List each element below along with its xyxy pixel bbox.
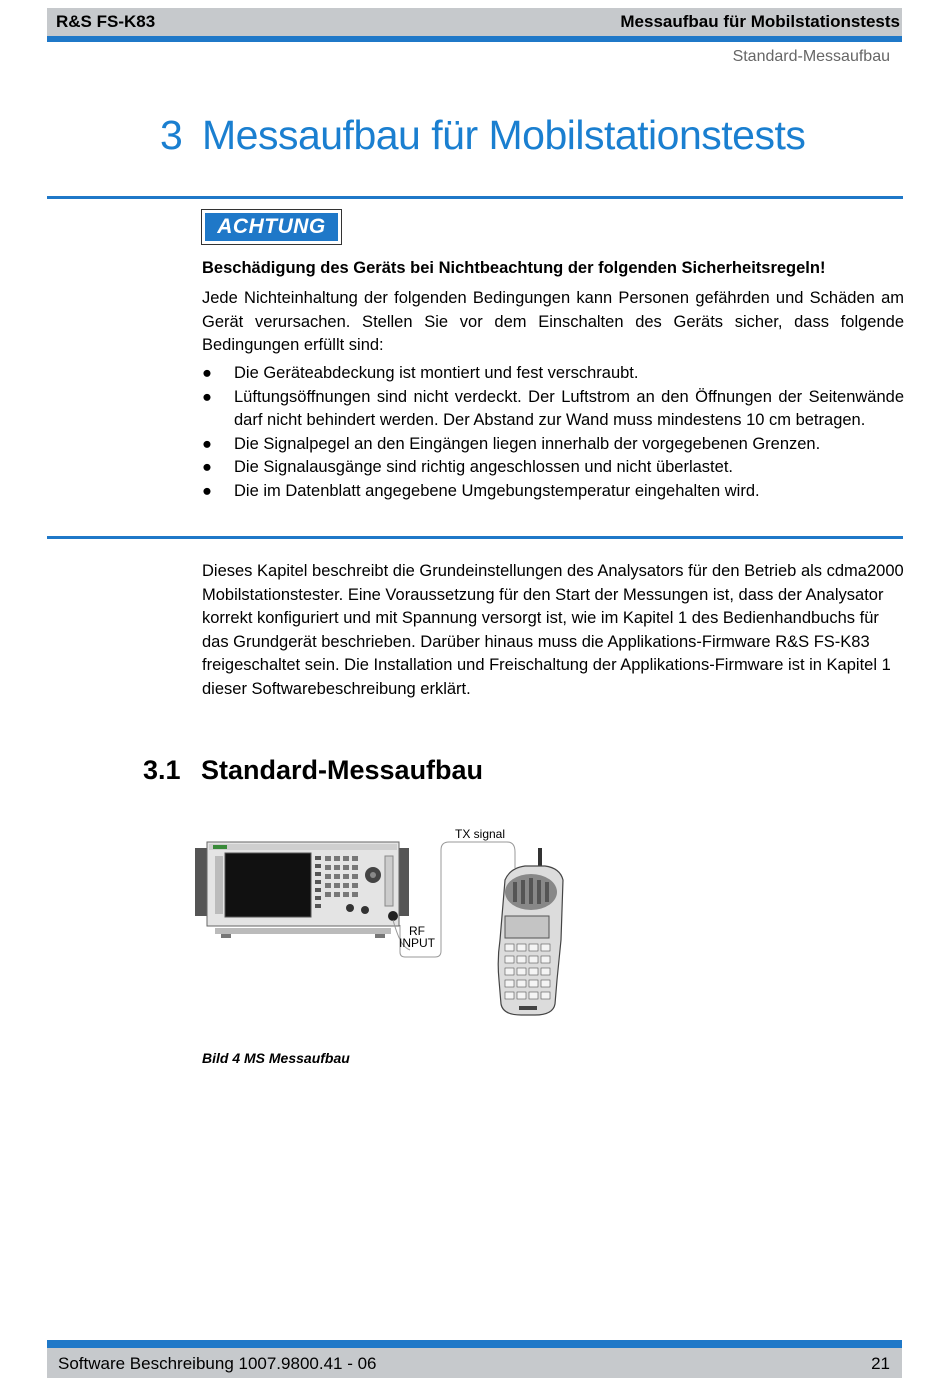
warning-list — [202, 362, 904, 503]
header-chapter-title: Messaufbau für Mobilstationstests — [620, 12, 900, 31]
list-item: ● Die im Datenblatt angegebene Umgebungstemperatur eingehalten wird. — [202, 480, 904, 504]
bullet-icon: ● — [202, 387, 212, 406]
header-rule — [47, 36, 902, 42]
setup-figure — [195, 820, 575, 1025]
tx-signal-label: TX signal — [455, 827, 506, 841]
warning-intro: Jede Nichteinhaltung der folgenden Bedingungen kann Personen gefährden und Schäden am Gerät verursachen. Stellen Sie vor dem Einschalten des Geräts sicher, dass folgende Bedingungen erfüllt sind: — [202, 289, 904, 354]
header-subtitle: Standard-Messaufbau — [732, 48, 890, 65]
list-item: ● Die Signalausgänge sind richtig angeschlossen und nicht überlastet. — [202, 456, 904, 480]
bullet-icon: ● — [202, 364, 212, 382]
warning-label: ACHTUNG — [205, 213, 338, 241]
list-item: ● Die Signalpegel an den Eingängen liegen innerhalb der vorgegebenen Grenzen. — [202, 433, 904, 457]
section-number: 3.1 — [143, 755, 181, 785]
footer-rule — [47, 1340, 902, 1348]
section-title: Standard-Messaufbau — [201, 755, 484, 785]
warning-top-rule — [47, 196, 903, 199]
mobile-phone-icon — [498, 848, 563, 1015]
rf-input-label-line2: INPUT — [399, 936, 435, 950]
section-heading — [143, 755, 483, 786]
figure-caption: Bild 4 MS Messaufbau — [202, 1050, 350, 1066]
footer-doc-id: Software Beschreibung 1007.9800.41 - 06 — [58, 1354, 377, 1373]
spectrum-analyzer-icon — [195, 842, 409, 938]
warning-bottom-rule — [47, 536, 903, 539]
bullet-icon: ● — [202, 481, 212, 500]
bullet-icon: ● — [202, 458, 212, 476]
rf-input-label-line1: RF — [409, 924, 425, 938]
header-product: R&S FS-K83 — [56, 12, 156, 31]
body-paragraph: Dieses Kapitel beschreibt die Grundeinstellungen des Analysators für den Betrieb als cdma2000 Mobilstationstester. Eine Voraussetzung für den Start der Messungen ist, dass der Analysator korrekt konfiguriert und mit Spannung versorgt ist, wie im Kapitel 1 des Bedienhandbuchs für das Grundgerät beschrieben. Darüber hinaus muss die Applikations-Firmware R&S FS-K83 freigeschaltet sein. Die Installation und Freischaltung der Applikations-Firmware ist in Kapitel 1 dieser Softwarebeschreibung erklärt. — [202, 562, 904, 698]
chapter-heading — [160, 112, 805, 159]
list-item: ● Die Geräteabdeckung ist montiert und fest verschraubt. — [202, 362, 904, 386]
chapter-number: 3 — [160, 112, 183, 158]
warning-title: Beschädigung des Geräts bei Nichtbeachtung der folgenden Sicherheitsregeln! — [202, 259, 826, 277]
page-number: 21 — [871, 1354, 890, 1373]
chapter-title: Messaufbau für Mobilstationstests — [202, 112, 806, 158]
warning-label-box — [201, 209, 342, 245]
bullet-icon: ● — [202, 434, 212, 453]
list-item: ● Lüftungsöffnungen sind nicht verdeckt. Der Luftstrom an den Öffnungen der Seitenwände darf nicht behindert werden. Der Abstand zur Wand muss mindestens 10 cm betragen. — [202, 387, 904, 429]
